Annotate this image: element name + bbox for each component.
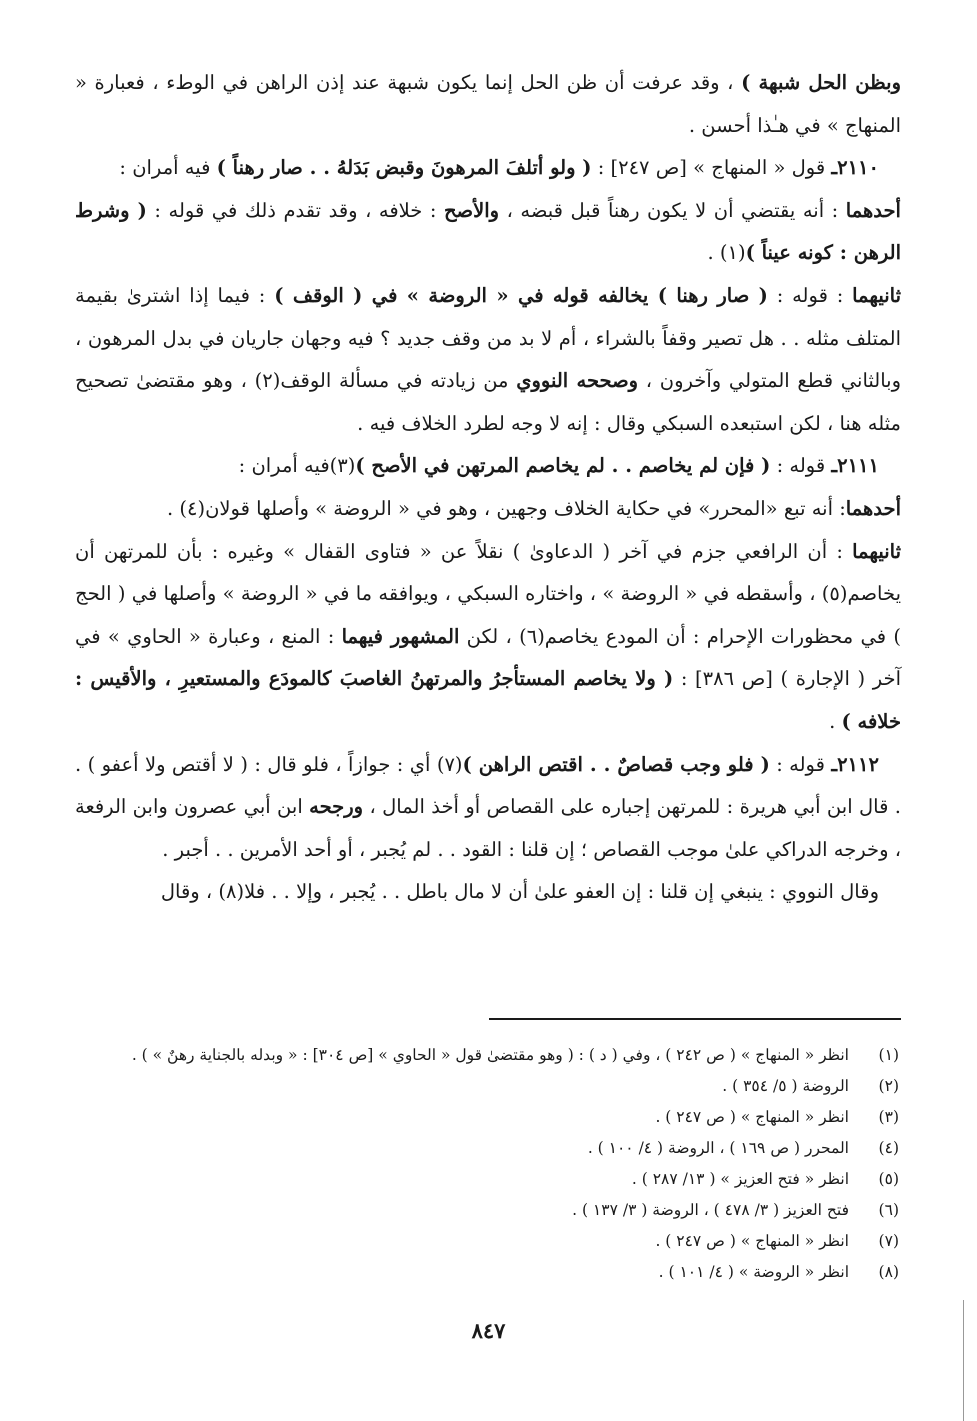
bold-term: والأصح (443, 198, 500, 222)
paragraph-text: (١) . (707, 241, 746, 265)
paragraph-nawawi (75, 871, 901, 914)
paragraph-first-point (75, 190, 901, 275)
paragraph-text: : فيما إذا اشترىٰ بقيمة المتلف مثله . . هل تصير وقفاً بالشراء ، أم لا بد من وقف جديد ؟ فيه وجهان جاريان في بدل المرهون ، وبالثاني قطع المتولي وآخرون ، (75, 283, 902, 393)
footnote-number: (٧) (878, 1232, 899, 1250)
paragraph-text: . (829, 709, 842, 733)
bold-term: ثانيهما (852, 283, 901, 307)
footnote-number: (٢) (878, 1077, 899, 1095)
bold-term: ثانيهما (852, 539, 901, 563)
bold-term: أحدهما (845, 198, 901, 222)
footnotes (75, 1040, 901, 1288)
footnote-text: انظر « المنهاج » ( ص ٢٤٧ ) . (655, 1232, 849, 1250)
paragraph-text: : قوله : (767, 283, 853, 307)
footnote-text: انظر « المنهاج » ( ص ٢٤٧ ) . (655, 1108, 849, 1126)
bold-term: ورجحه (309, 795, 364, 819)
page-number: ٨٤٧ (471, 1318, 506, 1343)
paragraph-text: من زيادته في مسألة الوقف(٢) ، وهو مقتضىٰ تصحيح مثله هنا ، لكن استبعده السبكي وقال : إنه لا وجه لطرد الخلاف فيه . (75, 369, 901, 435)
paragraph-text: وقال النووي : ينبغي إن قلنا : إن العفو علىٰ أن لا مال باطل . . يُجبر ، وإلا . . فلا(٨) ، وقال (160, 880, 879, 904)
issue-number: ٢١١١ـ (831, 454, 879, 478)
footnote-number: (٣) (878, 1108, 899, 1126)
bold-quote: ( ولا يخاصم المستأجرُ والمرتهنُ الغاصبَ كالمودَع والمستعيرِ ، والأقيس : خلافه ) (75, 667, 901, 733)
bold-quote: ( فإن لم يخاصم . . لم يخاصم المرتهن في الأصح ) (355, 454, 771, 478)
paragraph-second-point (75, 275, 901, 445)
paragraph-text: : أنه يقتضي أن لا يكون رهناً قبل قبضه ، (499, 198, 846, 222)
paragraph-text: (٧) أي : جوازاً ، فلو قال : ( لا أقتص ولا أعفو ) . . قال ابن أبي هريرة : للمرتهن إجباره على القصاص أو أخذ المال ، (75, 752, 902, 819)
paragraph-text: : أنه تبع «المحرر» في حكاية الخلاف وجهين ، وهو في « الروضة » وأصلها قولان(٤) . (167, 496, 846, 520)
footnote (75, 1257, 901, 1288)
paragraph-text: قوله : (769, 752, 832, 776)
paragraph-text: قوله : (770, 454, 832, 478)
footnote (75, 1071, 901, 1102)
paragraph-2111 (75, 445, 901, 488)
paragraph-text: فيه أمران : (119, 156, 217, 180)
footnote (75, 1133, 901, 1164)
bold-quote: ( فلو وجب قصاصٌ . . اقتص الراهن ) (462, 752, 770, 776)
paragraph-text: (٣)فيه أمران : (238, 454, 356, 478)
paragraph-second-point (75, 531, 901, 744)
bold-quote: ( وشرط الرهن : كونه عيناً ) (75, 198, 901, 265)
footnote (75, 1102, 901, 1133)
footnote (75, 1040, 901, 1071)
bold-term: وصححه النووي (516, 369, 639, 393)
scan-edge-line (963, 1300, 964, 1421)
footnote-text: انظر « المنهاج » ( ص ٢٤٢ ) ، وفي ( د ) : ( وهو مقتضىٰ قول « الحاوي » [ص ٣٠٤] : « وبدله بالجناية رهنٌ » ) . (131, 1046, 849, 1064)
paragraph-text: ، وقد عرفت أن ظن الحل إنما يكون شبهة عند إذن الراهن في الوطء ، فعبارة « المنهاج » في هـٰذا أحسن . (75, 71, 901, 137)
main-text (75, 62, 901, 914)
footnote-text: الروضة ( ٥/ ٣٥٤ ) . (722, 1077, 849, 1095)
footnote-text: انظر « الروضة » ( ٤/ ١٠١ ) . (658, 1263, 849, 1281)
footnote-number: (٨) (878, 1263, 899, 1281)
paragraph-text: ابن أبي عصرون وابن الرفعة ، وخرجه الدراكي علىٰ موجب القصاص ؛ إن قلنا : القود . . لم يُجبر ، أو أحد الأمرين . . أجبر . (75, 795, 901, 861)
footnote (75, 1164, 901, 1195)
paragraph-2112 (75, 744, 901, 872)
bold-term: المشهور فيهما (341, 624, 460, 648)
paragraph-2110 (75, 147, 901, 190)
paragraph-text: : المنع ، وعبارة « الحاوي » في آخر ( الإجارة ) [ص ٣٨٦] : (75, 624, 901, 691)
footnote-text: المحرر ( ص ١٦٩ ) ، الروضة ( ٤/ ١٠٠ ) . (587, 1139, 849, 1157)
paragraph-text: قول « المنهاج » [ص ٢٤٧] : (591, 156, 832, 180)
footnote-number: (٥) (878, 1170, 899, 1188)
footnote-number: (٤) (878, 1139, 899, 1157)
paragraph-1 (75, 62, 901, 147)
footnote-text: فتح العزيز ( ٣/ ٤٧٨ ) ، الروضة ( ٣/ ١٣٧ ) . (572, 1201, 849, 1219)
bold-quote: ( ولو أتلفَ المرهونَ وقبض بَدَلهُ . . صار رهناً ) (216, 156, 592, 180)
paragraph-first-point (75, 488, 901, 531)
footnote-separator (489, 1018, 901, 1020)
footnote-number: (٦) (878, 1201, 899, 1219)
footnote-text: انظر « فتح العزيز » ( ١٣/ ٢٨٧ ) . (631, 1170, 849, 1188)
bold-term: أحدهما (845, 496, 901, 520)
bold-quote: وبظن الحل شبهة ) (741, 71, 901, 94)
issue-number: ٢١١٠ـ (831, 156, 879, 180)
paragraph-text: : أن الرافعي جزم في آخر ( الدعاوىٰ ) نقلاً عن « فتاوى القفال » وغيره : بأن للمرتهن أن يخاصم(٥) ، وأسقطه في « الروضة » ، واختاره السبكي ، ويوافقه ما في « الروضة » وأصلها في ( الحج ) في محظورات الإحرام : أن المودع يخاصم(٦) ، لكن (75, 539, 901, 648)
issue-number: ٢١١٢ـ (831, 752, 879, 776)
bold-quote: ( صار رهنا ) يخالفه قوله في « الروضة » في ( الوقف ) (274, 283, 768, 307)
footnote-number: (١) (878, 1046, 899, 1064)
footnote (75, 1195, 901, 1226)
paragraph-text: : خلافه ، وقد تقدم ذلك في قوله : (146, 198, 444, 222)
footnote (75, 1226, 901, 1257)
